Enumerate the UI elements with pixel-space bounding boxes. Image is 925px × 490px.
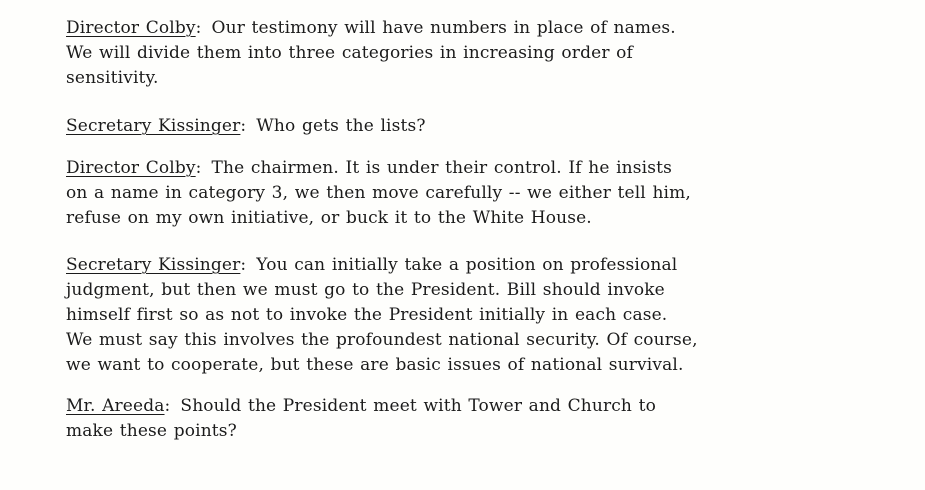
transcript-line: on a name in category 3, we then move carefully -- we either tell him, bbox=[66, 183, 691, 203]
speaker-name: Secretary Kissinger bbox=[66, 255, 241, 275]
transcript-line: refuse on my own initiative, or buck it to the White House. bbox=[66, 208, 592, 228]
transcript-line bbox=[66, 114, 846, 139]
speaker-colon: : bbox=[240, 116, 247, 136]
transcript-paragraph bbox=[66, 394, 846, 444]
statement-text: You can initially take a position on professional bbox=[256, 255, 678, 275]
transcript-line bbox=[66, 394, 846, 419]
speaker-name: Director Colby bbox=[66, 158, 196, 178]
statement-text: The chairmen. It is under their control. If he insists bbox=[211, 158, 672, 178]
speaker-name: Director Colby bbox=[66, 18, 196, 38]
transcript-paragraph bbox=[66, 156, 846, 231]
speaker-colon: : bbox=[164, 396, 171, 416]
transcript-paragraph bbox=[66, 253, 846, 378]
statement-text: Should the President meet with Tower and Church to bbox=[180, 396, 656, 416]
transcript-line: make these points? bbox=[66, 421, 237, 441]
transcript-line: we want to cooperate, but these are basic issues of national survival. bbox=[66, 355, 684, 375]
speaker-colon: : bbox=[195, 18, 202, 38]
speaker-name: Mr. Areeda bbox=[66, 396, 165, 416]
transcript-line bbox=[66, 156, 846, 181]
speaker-colon: : bbox=[240, 255, 247, 275]
transcript-line bbox=[66, 16, 846, 41]
transcript-paragraph bbox=[66, 16, 846, 91]
transcript-paragraph bbox=[66, 114, 846, 139]
statement-text: Our testimony will have numbers in place of names. bbox=[211, 18, 676, 38]
transcript-line: sensitivity. bbox=[66, 68, 159, 88]
transcript-line: We will divide them into three categories in increasing order of bbox=[66, 43, 633, 63]
transcript-line: himself first so as not to invoke the President initially in each case. bbox=[66, 305, 668, 325]
speaker-colon: : bbox=[195, 158, 202, 178]
transcript-line: judgment, but then we must go to the President. Bill should invoke bbox=[66, 280, 665, 300]
speaker-name: Secretary Kissinger bbox=[66, 116, 241, 136]
statement-text: Who gets the lists? bbox=[256, 116, 426, 136]
transcript-line bbox=[66, 253, 846, 278]
transcript-line: We must say this involves the profoundest national security. Of course, bbox=[66, 330, 698, 350]
